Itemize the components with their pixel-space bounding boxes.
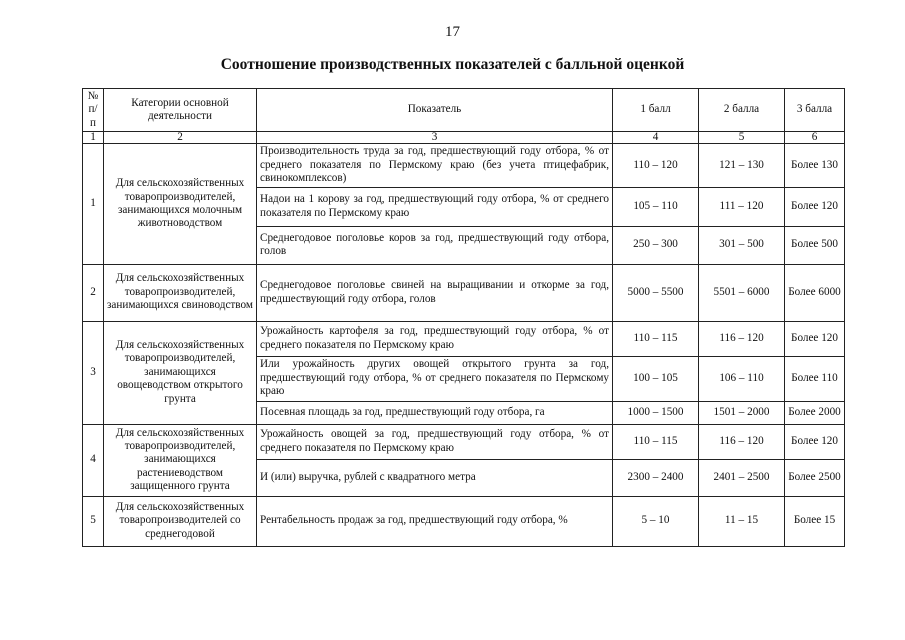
column-number: 2 <box>104 132 257 144</box>
score-3-cell: Более 500 <box>785 226 845 264</box>
score-3-cell: Более 2500 <box>785 459 845 496</box>
row-number: 3 <box>83 321 104 424</box>
header-category: Категории основной деятельности <box>104 89 257 132</box>
score-1-cell: 5000 – 5500 <box>613 264 699 321</box>
score-1-cell: 100 – 105 <box>613 356 699 401</box>
column-number: 3 <box>257 132 613 144</box>
row-number: 5 <box>83 496 104 546</box>
indicators-table <box>82 88 845 547</box>
score-1-cell: 110 – 120 <box>613 144 699 187</box>
table-row <box>83 144 845 187</box>
indicator-cell: Надои на 1 корову за год, предшествующий году отбора, % от среднего показателя по Пермскому краю <box>257 187 613 226</box>
score-2-cell: 116 – 120 <box>699 424 785 459</box>
score-2-cell: 2401 – 2500 <box>699 459 785 496</box>
score-3-cell: Более 130 <box>785 144 845 187</box>
score-2-cell: 111 – 120 <box>699 187 785 226</box>
score-2-cell: 121 – 130 <box>699 144 785 187</box>
score-1-cell: 105 – 110 <box>613 187 699 226</box>
indicator-cell: Урожайность овощей за год, предшествующий году отбора, % от среднего показателя по Пермскому краю <box>257 424 613 459</box>
page-number: 17 <box>445 24 460 40</box>
row-number: 4 <box>83 424 104 496</box>
score-2-cell: 116 – 120 <box>699 321 785 356</box>
activity-category: Для сельскохозяйственных товаропроизводителей, занимающихся растениеводством защищенного грунта <box>104 424 257 496</box>
score-3-cell: Более 2000 <box>785 401 845 424</box>
activity-category: Для сельскохозяйственных товаропроизводителей, занимающихся свиноводством <box>104 264 257 321</box>
table-row <box>83 424 845 459</box>
score-3-cell: Более 15 <box>785 496 845 546</box>
header-indicator: Показатель <box>257 89 613 132</box>
column-numbers-row <box>83 132 845 144</box>
column-number: 5 <box>699 132 785 144</box>
score-3-cell: Более 120 <box>785 321 845 356</box>
indicator-cell: И (или) выручка, рублей с квадратного метра <box>257 459 613 496</box>
indicator-cell: Посевная площадь за год, предшествующий году отбора, га <box>257 401 613 424</box>
indicator-cell: Или урожайность других овощей открытого грунта за год, предшествующий году отбора, % от среднего показателя по Пермскому краю <box>257 356 613 401</box>
table-header-row <box>83 89 845 132</box>
score-3-cell: Более 120 <box>785 424 845 459</box>
score-3-cell: Более 6000 <box>785 264 845 321</box>
score-1-cell: 110 – 115 <box>613 424 699 459</box>
header-num: № п/п <box>83 89 104 132</box>
header-score-1: 1 балл <box>613 89 699 132</box>
table-row <box>83 321 845 356</box>
score-1-cell: 110 – 115 <box>613 321 699 356</box>
table-row <box>83 496 845 546</box>
indicator-cell: Среднегодовое поголовье коров за год, предшествующий году отбора, голов <box>257 226 613 264</box>
header-score-3: 3 балла <box>785 89 845 132</box>
score-2-cell: 106 – 110 <box>699 356 785 401</box>
activity-category: Для сельскохозяйственных товаропроизводителей, занимающихся овощеводством открытого грунта <box>104 321 257 424</box>
indicator-cell: Среднегодовое поголовье свиней на выращивании и откорме за год, предшествующий году отбора, голов <box>257 264 613 321</box>
score-1-cell: 1000 – 1500 <box>613 401 699 424</box>
header-score-2: 2 балла <box>699 89 785 132</box>
score-2-cell: 301 – 500 <box>699 226 785 264</box>
table-row <box>83 264 845 321</box>
indicator-cell: Урожайность картофеля за год, предшествующий году отбора, % от среднего показателя по Пермскому краю <box>257 321 613 356</box>
activity-category: Для сельскохозяйственных товаропроизводителей, занимающихся молочным животноводством <box>104 144 257 264</box>
score-1-cell: 2300 – 2400 <box>613 459 699 496</box>
column-number: 4 <box>613 132 699 144</box>
score-2-cell: 1501 – 2000 <box>699 401 785 424</box>
score-1-cell: 5 – 10 <box>613 496 699 546</box>
score-2-cell: 11 – 15 <box>699 496 785 546</box>
score-3-cell: Более 110 <box>785 356 845 401</box>
score-1-cell: 250 – 300 <box>613 226 699 264</box>
activity-category: Для сельскохозяйственных товаропроизводителей со среднегодовой <box>104 496 257 546</box>
score-3-cell: Более 120 <box>785 187 845 226</box>
row-number: 2 <box>83 264 104 321</box>
indicator-cell: Рентабельность продаж за год, предшествующий году отбора, % <box>257 496 613 546</box>
document-title: Соотношение производственных показателей с балльной оценкой <box>220 56 685 73</box>
column-number: 1 <box>83 132 104 144</box>
column-number: 6 <box>785 132 845 144</box>
indicator-cell: Производительность труда за год, предшествующий году отбора, % от среднего показателя по Пермскому краю (без учета птицефабрик, свинокомплексов) <box>257 144 613 187</box>
score-2-cell: 5501 – 6000 <box>699 264 785 321</box>
row-number: 1 <box>83 144 104 264</box>
